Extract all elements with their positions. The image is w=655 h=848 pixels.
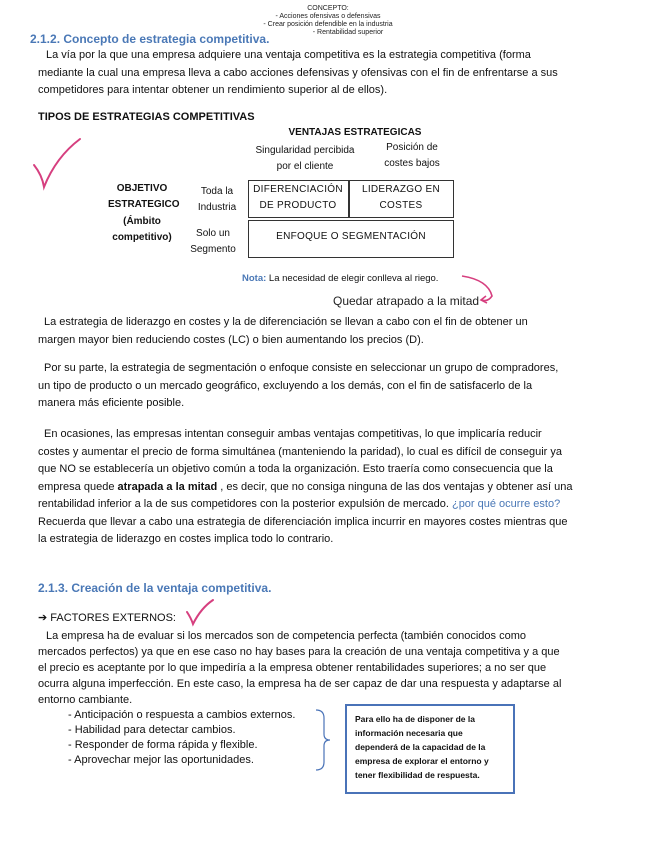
cell-enfoque: ENFOQUE O SEGMENTACIÓN	[276, 231, 426, 242]
callout-box: Para ello ha de disponer de la información necesaria que dependerá de la capacidad de la empresa de explorar el entorno y tener flexibilidad de respuesta.	[345, 704, 515, 794]
section-212-heading: 2.1.2. Concepto de estrategia competitiva.	[30, 32, 270, 46]
nota-text: La necesidad de elegir conlleva al riego.	[268, 273, 439, 284]
list-item: - Aprovechar mejor las oportunidades.	[68, 754, 254, 766]
paragraph-segmentacion: Por su parte, la estrategia de segmentación o enfoque consiste en seleccionar un grupo de compradores, un tipo de producto o un mercado geográfico, excluyendo a los demás, con el fin de satisfacerlo de la manera más eficiente posible.	[38, 362, 559, 409]
concept-title: CONCEPTO:	[307, 5, 349, 12]
row-label-industria: Toda la Industria	[197, 186, 237, 213]
concept-line: - Acciones ofensivas o defensivas	[275, 13, 381, 20]
concept-line: - Rentabilidad superior	[312, 29, 384, 36]
list-item: - Anticipación o respuesta a cambios externos.	[68, 709, 296, 721]
cell-liderazgo: LIDERAZGO EN COSTES	[361, 184, 441, 211]
section-213-paragraph: La empresa ha de evaluar si los mercados son de competencia perfecta (también conocidos como mercados perfectos) ya que en ese caso no hay bases para la creación de una ventaja competitiva y a que el precio es aceptante por lo que impediría a la empresa obtener rentabilidades superiores; a no ser que ocurra alguna imperfección. En este caso, la empresa ha de ser capaz de dar una respuesta y adaptarse al entorno cambiante.	[38, 630, 562, 706]
ventajas-title: VENTAJAS ESTRATEGICAS	[288, 127, 422, 138]
paragraph-text: En ocasiones, las empresas intentan conseguir ambas ventajas competitivas, lo que implicaría reducir costes y aumentar el precio de forma simultánea (manteniendo la paridad), lo cual es difícil de conseguir ya que NO se establecería un objetivo común a toda la organización. Esto traería como consecuencia que la empresa quede	[38, 428, 562, 493]
check-mark-icon	[183, 598, 217, 628]
section-213-heading: 2.1.3. Creación de la ventaja competitiva.	[38, 581, 272, 595]
nota-label: Nota:	[242, 273, 267, 284]
col-label-singularidad: Singularidad percibida por el cliente	[255, 145, 355, 172]
col-label-costes: Posición de costes bajos	[384, 142, 440, 169]
list-item: - Responder de forma rápida y flexible.	[68, 739, 258, 751]
cell-diferenciacion: DIFERENCIACIÓN DE PRODUCTO	[253, 184, 343, 211]
matrix-divider	[348, 180, 350, 218]
row-label-segmento: Solo un Segmento	[190, 228, 236, 255]
brace-icon	[312, 708, 332, 772]
list-item: - Habilidad para detectar cambios.	[68, 724, 236, 736]
tipos-heading: TIPOS DE ESTRATEGIAS COMPETITIVAS	[38, 111, 255, 123]
section-212-paragraph: La vía por la que una empresa adquiere una ventaja competitiva es la estrategia competitiva (forma mediante la cual una empresa lleva a cabo acciones defensivas y ofensivas con el fin de enfrentarse a sus competidores para intentar obtener un rendimiento superior al de ellos).	[38, 49, 558, 96]
handwritten-note: Quedar atrapado a la mitad	[333, 294, 480, 308]
paragraph-text: , es decir, que no consiga ninguna de las dos ventajas y obtener así una rentabilidad inferior a la de sus competidores con la posterior expulsión de mercado.	[38, 480, 573, 510]
ambito-label: (Ámbito competitivo)	[112, 216, 172, 243]
paragraph-ambas-ventajas	[38, 426, 576, 549]
nota	[242, 273, 438, 284]
paragraph-liderazgo: La estrategia de liderazgo en costes y la de diferenciación se llevan a cabo con el fin de obtener un margen mayor bien reduciendo costes (LC) o bien aumentando los precios (D).	[38, 316, 528, 346]
question-text: ¿por qué ocurre esto?	[451, 498, 561, 510]
factores-list	[68, 708, 328, 768]
concept-line: - Crear posición defendible en la industria	[263, 21, 393, 28]
paragraph-text: Recuerda que llevar a cabo una estrategia de diferenciación implica incurrir en mayores costes mientras que la estrategia de liderazgo en costes implica todo lo contrario.	[38, 515, 568, 545]
check-mark-icon	[28, 135, 88, 195]
atrapada-text: atrapada a la mitad	[117, 480, 218, 493]
objetivo-label: OBJETIVO ESTRATEGICO	[108, 183, 180, 210]
factores-label: ➔ FACTORES EXTERNOS:	[38, 612, 176, 624]
